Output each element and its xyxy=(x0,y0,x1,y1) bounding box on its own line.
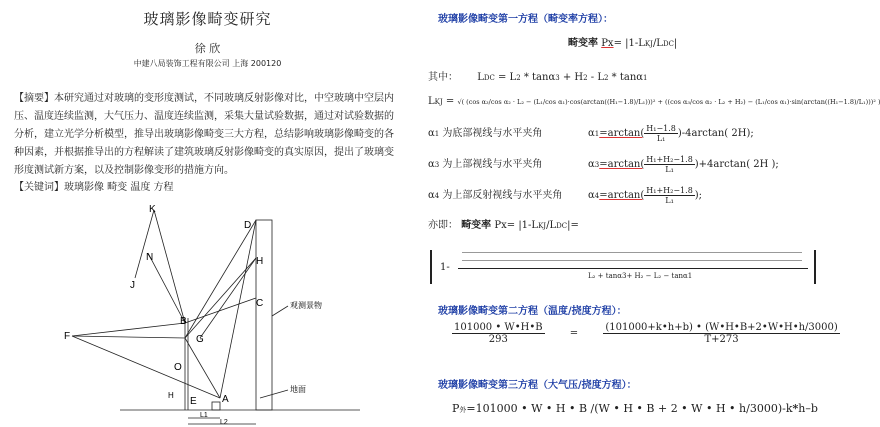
alpha3-sub: 3 xyxy=(434,161,440,169)
label-n: N xyxy=(146,252,154,263)
alpha3-num: H₁+H₂−1.8 xyxy=(646,155,693,164)
ldc-sub2: 2 xyxy=(516,74,521,82)
also-tail: |= xyxy=(567,220,579,231)
label-k: K xyxy=(149,204,156,215)
where-label: 其中： xyxy=(428,72,458,83)
alpha1-sym2: α xyxy=(588,128,595,139)
ldc: L xyxy=(477,72,484,83)
label-ground: 地面 xyxy=(290,385,306,394)
eq2-title: 玻璃影像畸变第二方程（温度/挠度方程）： xyxy=(438,306,627,317)
alpha1-desc: 为底部视线与水平夹角 xyxy=(442,128,543,139)
also-slash: /L xyxy=(546,220,557,231)
slash: /L xyxy=(652,38,663,49)
eq2-rhs-num: (101000+k•h+b) • (W•H•B+2•W•H•h/3000) xyxy=(605,322,838,333)
ldc-sub2c: 2 xyxy=(604,74,609,82)
where-row xyxy=(428,68,647,83)
optical-diagram xyxy=(60,198,360,427)
keywords-text: 玻璃影像 畸变 温度 方程 xyxy=(64,182,174,193)
label-b: B xyxy=(180,316,187,327)
label-h-mark: H xyxy=(168,391,174,400)
also-distortion: 畸变率 xyxy=(461,220,492,231)
also-label: 亦即： xyxy=(428,220,458,231)
alpha4-num: H₁+H₂−1.8 xyxy=(646,186,693,195)
also-rhs: |1-L xyxy=(518,220,539,231)
ldc-eq: = L xyxy=(497,72,517,83)
eq3-title: 玻璃影像畸变第三方程（大气压/挠度方程）： xyxy=(438,380,637,391)
affiliation: 中建八局装饰工程有限公司 上海 200120 xyxy=(133,59,282,68)
alpha1-sym: α xyxy=(428,128,435,139)
big-formula-denominator: L₂ + tanα3+ H₂ − L₂ − tanα1 xyxy=(588,272,693,280)
alpha1-num: H₁−1.8 xyxy=(646,124,676,133)
alpha4-sub2: 4 xyxy=(594,192,600,200)
ldc-sub1: 1 xyxy=(643,74,648,82)
alpha4-sym2: α xyxy=(588,190,595,201)
ldc-sub2b: 2 xyxy=(583,74,588,82)
lkj-sub: KJ xyxy=(434,98,443,106)
also-kj: KJ xyxy=(538,222,547,230)
dc-sub: DC xyxy=(662,40,674,48)
alpha3-tail: )+4arctan( 2H ); xyxy=(694,159,779,170)
alpha4-tail: ); xyxy=(694,190,703,201)
paper-title: 玻璃影像畸变研究 xyxy=(143,10,272,28)
label-f: F xyxy=(64,331,71,342)
alpha4-sub: 4 xyxy=(434,192,440,200)
eq3-end: h–b xyxy=(798,402,818,415)
keywords xyxy=(14,178,174,193)
keywords-label: 【关键词】 xyxy=(14,182,64,193)
alpha1-row xyxy=(428,124,754,143)
alpha4-sym: α xyxy=(428,190,435,201)
alpha3-eq: =arctan( xyxy=(599,159,645,170)
label-e: E xyxy=(190,396,197,407)
ldc-rest3: - L xyxy=(590,72,604,83)
alpha1-tail: )-4arctan( 2H); xyxy=(677,128,754,139)
label-l1: L1 xyxy=(200,412,208,419)
alpha3-sym2: α xyxy=(588,159,595,170)
lkj: L xyxy=(428,96,435,107)
eq3 xyxy=(452,402,818,415)
also-row: 亦即： 畸变率 Px= |1-LKJ/LDC|= xyxy=(428,220,579,231)
alpha4-eq: =arctan( xyxy=(599,190,645,201)
abstract-label: 【摘要】 xyxy=(14,93,54,104)
label-c: C xyxy=(256,298,264,309)
kj-sub: KJ xyxy=(644,40,653,48)
label-d: D xyxy=(244,220,252,231)
label-h: H xyxy=(256,256,264,267)
alpha3-sub2: 3 xyxy=(594,161,600,169)
big-formula-lead: 1- xyxy=(440,262,450,273)
label-l2: L2 xyxy=(220,419,228,426)
ldc-sub: DC xyxy=(483,74,495,82)
alpha3-desc: 为上部视线与水平夹角 xyxy=(442,159,543,170)
label-o: O xyxy=(174,362,182,373)
eq1: 畸变率 Px= |1-LKJ/LDC| xyxy=(568,38,678,49)
author: 徐 欣 xyxy=(194,42,221,55)
alpha1-sub2: 1 xyxy=(594,130,600,138)
alpha1-eq: =arctan( xyxy=(599,128,645,139)
label-g: G xyxy=(196,334,204,345)
lkj-row: LKJ = √( (cos α₃/cos α₂ · L₂ − (L₁/cos α₁)·cos(arctan((H₁−1.8)/L₁)))² + ((cos α₃/cos α₂ · L₂ + H₂) − (L₁/cos α₁)·sin(arctan((H₁−1.8)/L₁)))² ) xyxy=(428,96,880,107)
bar: | xyxy=(673,38,678,49)
eq3-rhs: =101000 • W • H • B /(W • H • B + 2 • W • H • h/3000)-k xyxy=(466,402,793,415)
label-observed-object: 观测景物 xyxy=(290,301,322,310)
big-formula xyxy=(428,244,820,288)
also-dc: DC xyxy=(556,222,568,230)
alpha4-desc: 为上部反射视线与水平夹角 xyxy=(442,190,563,201)
alpha1-den: L₁ xyxy=(656,134,666,143)
eq3-lhs: P xyxy=(452,402,460,415)
eq2 xyxy=(452,322,840,345)
alpha3-den: L₁ xyxy=(665,165,674,174)
ldc-rest4: * tanα xyxy=(611,72,644,83)
eq3-sub: 外 xyxy=(459,406,467,414)
label-j: J xyxy=(130,280,135,291)
px-symbol: Px xyxy=(601,38,614,49)
eq3-star: * xyxy=(792,402,799,415)
eq2-lhs-den: 293 xyxy=(488,334,508,345)
also-px: Px xyxy=(494,220,507,231)
eq2-equals: = xyxy=(569,328,579,339)
abstract-text: 本研究通过对玻璃的变形度测试，不同玻璃反射影像对比，中空玻璃中空层内压、温度连续监测，大气压力、温度连续监测，采集大量试验数据，通过对试验数据的分析，建立光学分析模型，推导出玻璃影像畸变三大方程，总结影响玻璃影像畸变的各种因素，并根据推导出的方程解读了建筑玻璃反射影像畸变的真实原因，提出了玻璃变形度测试新方案，以及控制影像变形的措施方向。 xyxy=(14,93,394,176)
ldc-rest1: * tanα xyxy=(523,72,556,83)
label-a: A xyxy=(222,394,229,405)
big-formula-numerator xyxy=(462,246,802,266)
alpha1-sub: 1 xyxy=(434,130,440,138)
alpha4-den: L₁ xyxy=(665,196,674,205)
alpha3-sym: α xyxy=(428,159,435,170)
lkj-formula: √( (cos α₃/cos α₂ · L₂ − (L₁/cos α₁)·cos(arctan((H₁−1.8)/L₁)))² + ((cos α₃/cos α₂ · L₂ + H₂) − (L₁/cos α₁)·sin(arctan((H₁−1.8)/L₁)))² ) xyxy=(457,98,880,106)
eq1-rhs: |1-L xyxy=(625,38,645,49)
eq2-lhs-num: 101000 • W•H•B xyxy=(454,322,543,333)
abstract xyxy=(14,90,400,180)
eq1-title: 玻璃影像畸变第一方程（畸变率方程）： xyxy=(438,14,613,25)
alpha4-row xyxy=(428,186,703,205)
alpha3-row xyxy=(428,155,779,174)
distortion-label: 畸变率 xyxy=(568,38,598,49)
ldc-sub3: 3 xyxy=(555,74,560,82)
eq2-rhs-den: T+273 xyxy=(704,334,739,345)
ldc-rest2: + H xyxy=(562,72,584,83)
